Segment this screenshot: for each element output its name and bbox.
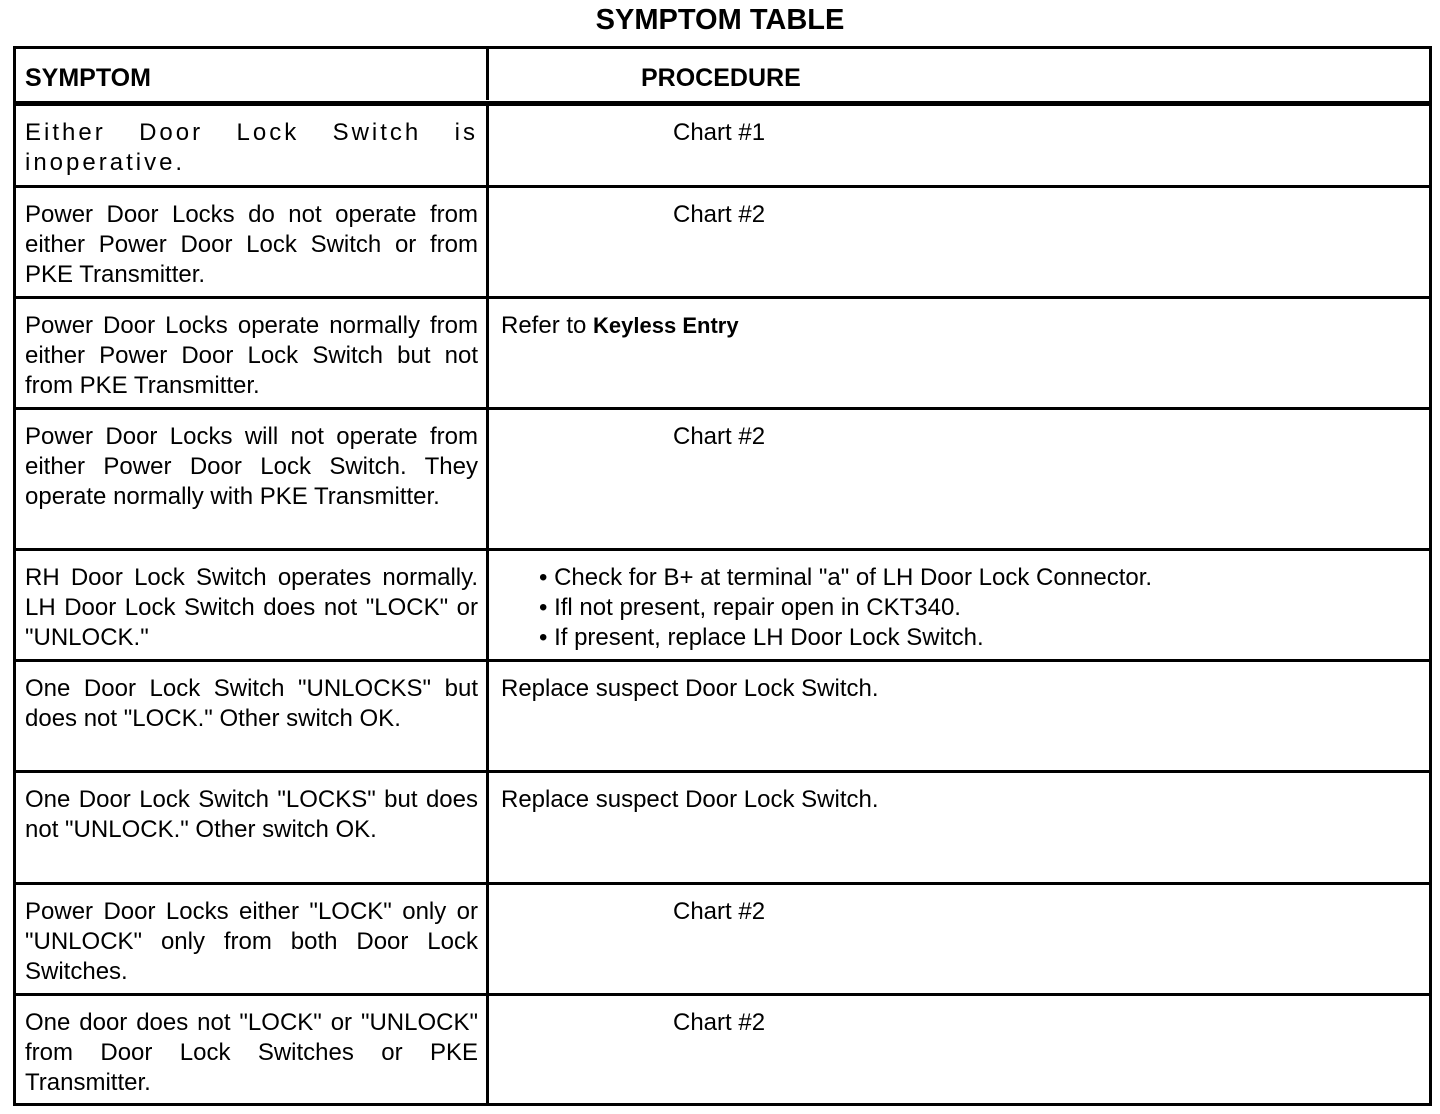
symptom-cell: Either Door Lock Switch is inoperative. — [25, 119, 478, 176]
procedure-cell: Replace suspect Door Lock Switch. — [486, 662, 1429, 770]
procedure-cell — [486, 996, 1429, 1103]
table-header-row — [16, 49, 1429, 100]
symptom-cell: Power Door Locks either "LOCK" only or "UNLOCK" only from both Door Lock Switches. — [25, 898, 478, 985]
list-item: • If present, replace LH Door Lock Switch. — [539, 623, 1419, 653]
table-row — [16, 296, 1429, 407]
procedure-cell: Replace suspect Door Lock Switch. — [486, 773, 1429, 882]
table-row — [16, 993, 1429, 1103]
table-row — [16, 103, 1429, 185]
table-row — [16, 185, 1429, 296]
symptom-cell: Power Door Locks do not operate from either Power Door Lock Switch or from PKE Transmitter. — [25, 201, 478, 288]
table-row — [16, 659, 1429, 770]
procedure-cell — [486, 299, 1429, 407]
symptom-cell: One Door Lock Switch "LOCKS" but does not "UNLOCK." Other switch OK. — [25, 786, 478, 843]
table-row — [16, 770, 1429, 882]
procedure-cell — [486, 410, 1429, 548]
header-symptom: SYMPTOM — [25, 64, 151, 92]
procedure-cell — [486, 551, 1429, 659]
table-row — [16, 882, 1429, 993]
procedure-cell — [486, 106, 1429, 185]
symptom-cell: Power Door Locks will not operate from either Power Door Lock Switch. They operate normally with PKE Transmitter. — [25, 423, 478, 510]
symptom-table — [13, 46, 1432, 1106]
chart-reference: Chart #2 — [673, 423, 766, 450]
procedure-bullet-list — [501, 563, 1419, 653]
chart-reference: Chart #2 — [673, 898, 766, 925]
chart-reference: Chart #2 — [673, 1009, 766, 1036]
header-procedure: PROCEDURE — [486, 49, 1429, 100]
table-row — [16, 407, 1429, 548]
list-item: • Check for B+ at terminal "a" of LH Door Lock Connector. — [539, 563, 1419, 593]
chart-reference: Chart #2 — [673, 201, 766, 228]
list-item: • Ifl not present, repair open in CKT340. — [539, 593, 1419, 623]
symptom-cell: One door does not "LOCK" or "UNLOCK" from Door Lock Switches or PKE Transmitter. — [25, 1009, 478, 1096]
table-row — [16, 548, 1429, 659]
symptom-cell: RH Door Lock Switch operates normally. LH Door Lock Switch does not "LOCK" or "UNLOCK." — [25, 564, 478, 651]
symptom-cell: One Door Lock Switch "UNLOCKS" but does not "LOCK." Other switch OK. — [25, 675, 478, 732]
procedure-cell — [486, 188, 1429, 296]
symptom-cell: Power Door Locks operate normally from either Power Door Lock Switch but not from PKE Transmitter. — [25, 312, 478, 399]
procedure-prefix: Refer to — [501, 312, 587, 339]
keyless-entry-reference: Keyless Entry — [593, 313, 739, 338]
chart-reference: Chart #1 — [673, 119, 766, 146]
page-title: SYMPTOM TABLE — [595, 4, 845, 36]
procedure-cell — [486, 885, 1429, 993]
